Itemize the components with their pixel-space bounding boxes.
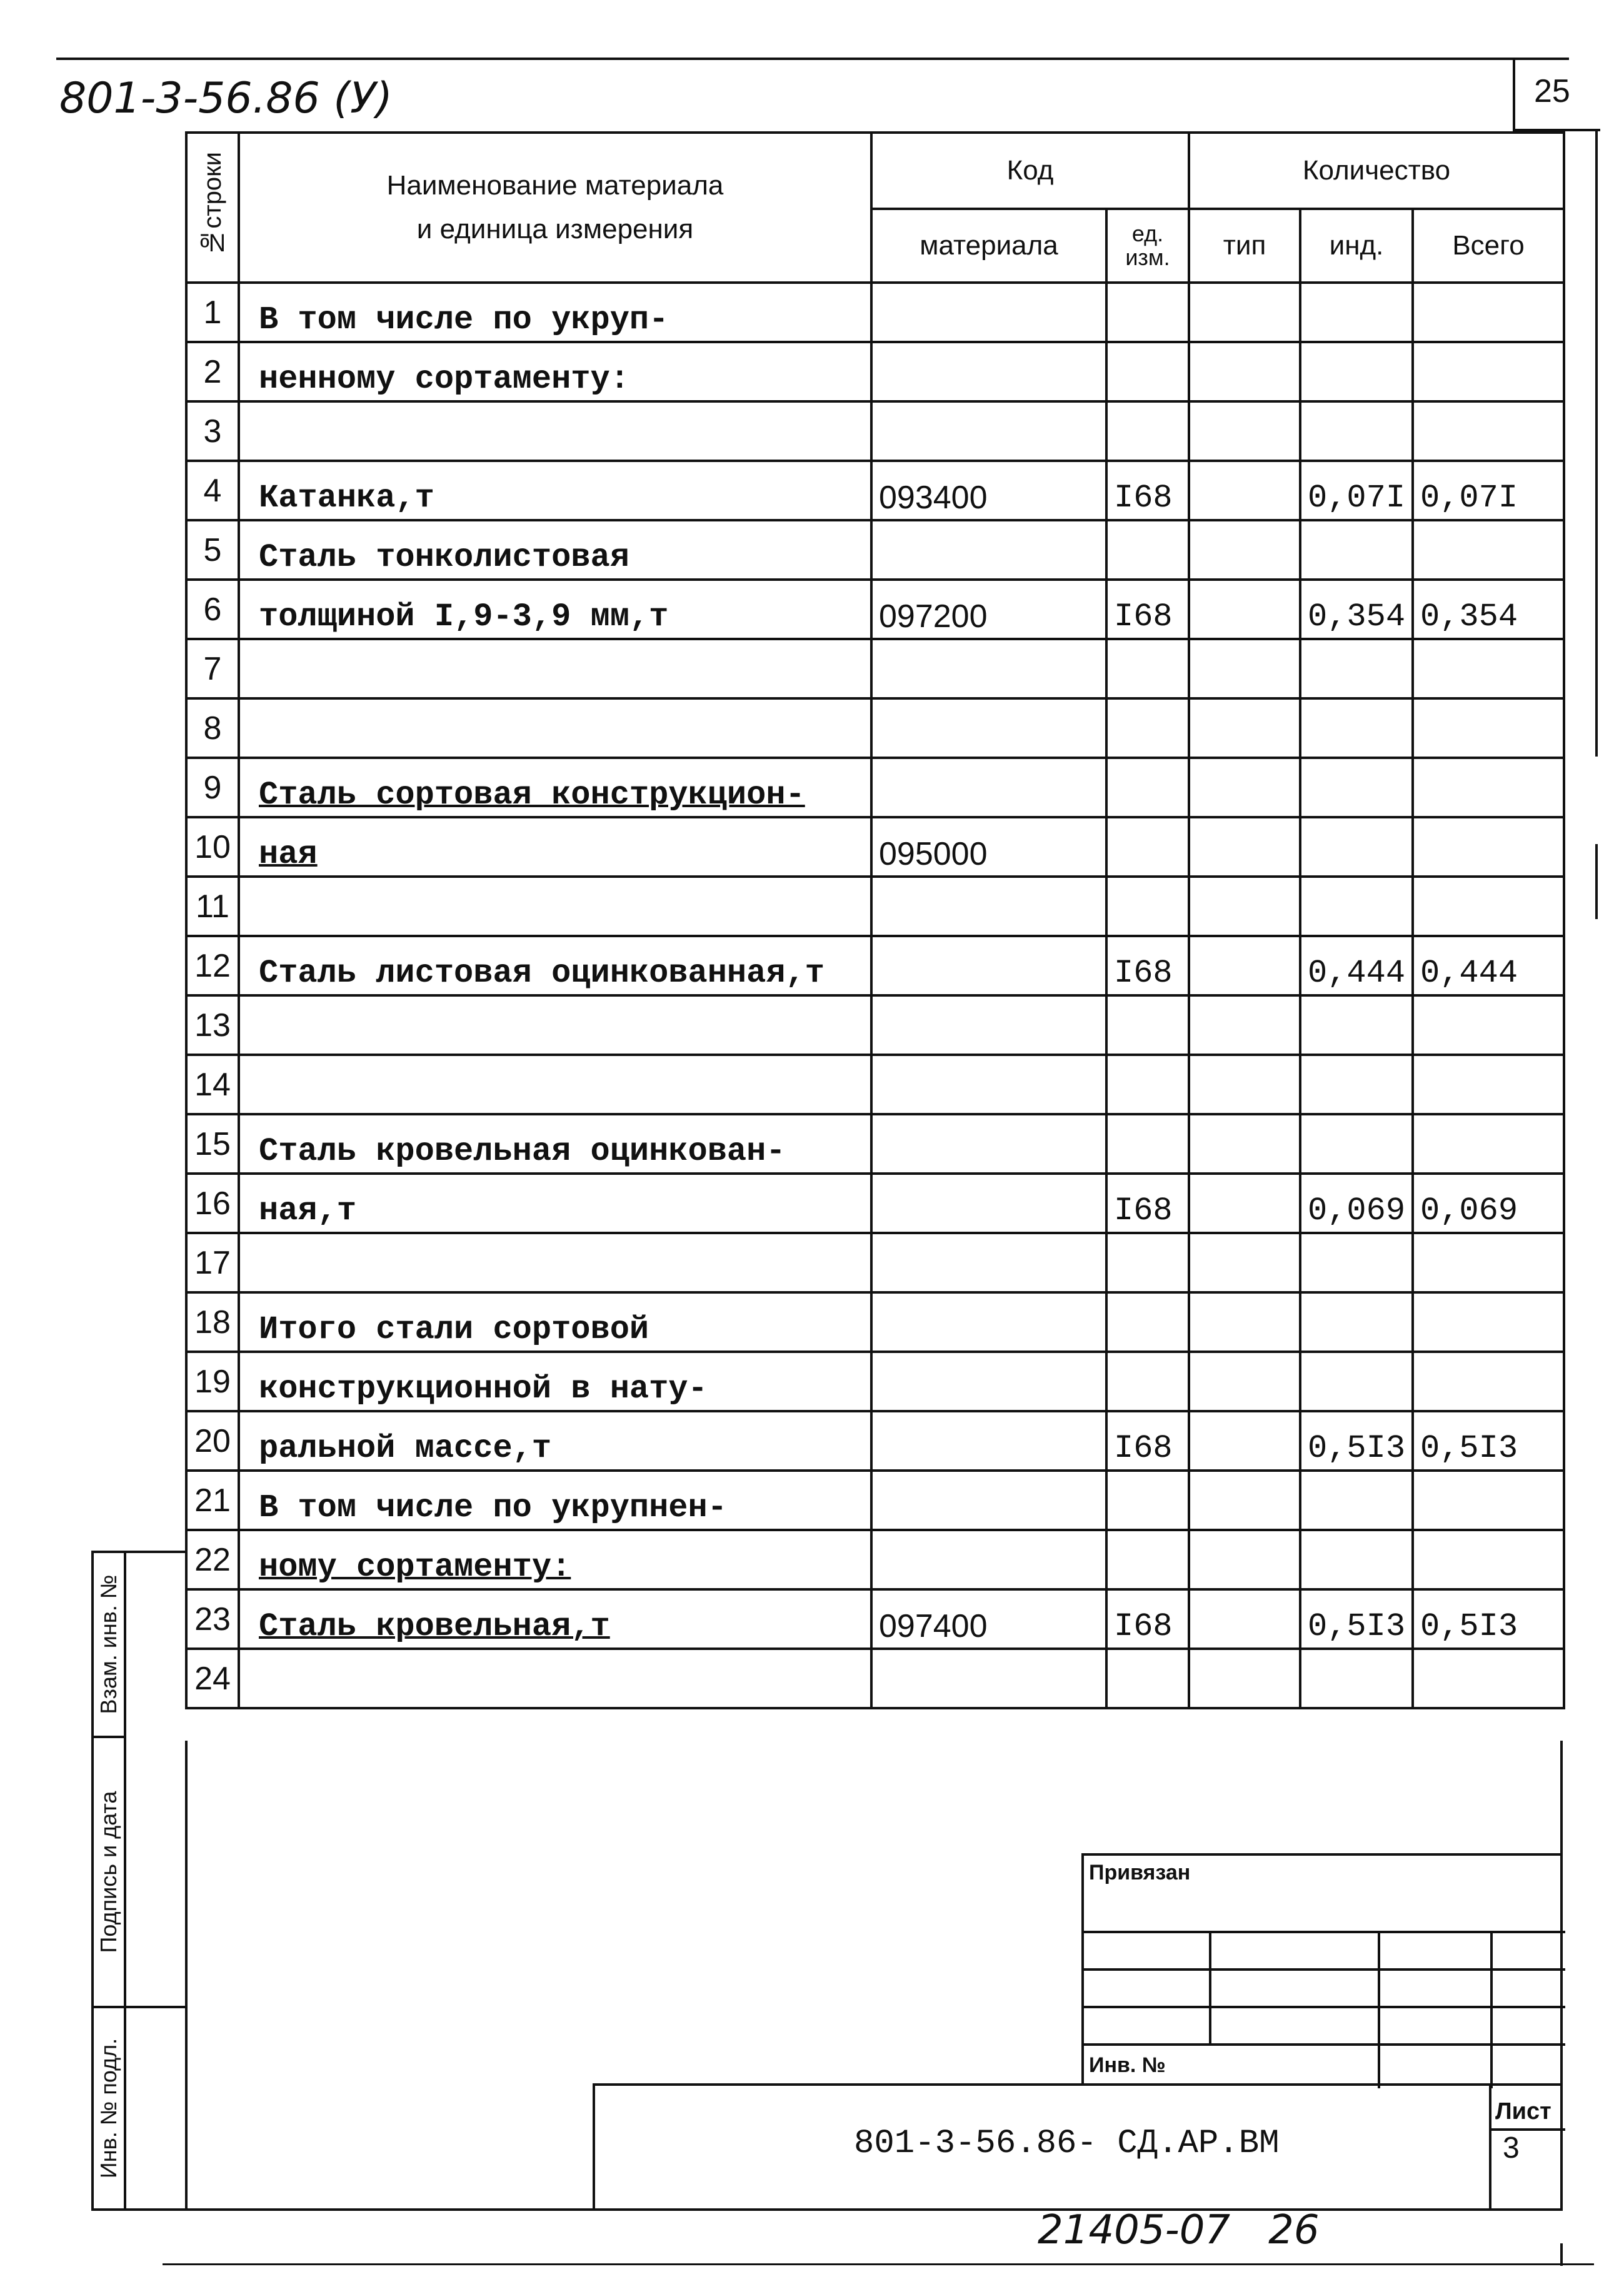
table-row — [186, 1174, 1564, 1233]
type-qty-cell — [1189, 1292, 1300, 1352]
ind-qty-cell — [1300, 639, 1413, 698]
unit-cell — [1106, 1055, 1189, 1114]
unit-cell — [1106, 995, 1189, 1055]
row-number-cell: 8 — [186, 698, 239, 758]
table-row — [186, 1292, 1564, 1352]
material-name-cell — [239, 877, 871, 936]
table-row — [186, 520, 1564, 580]
right-edge-rule — [1595, 131, 1598, 757]
material-code-cell — [871, 1411, 1106, 1471]
material-name-cell: конструкционной в нату- — [239, 1352, 871, 1411]
unit-cell: I68 — [1106, 1589, 1189, 1649]
type-qty-cell — [1189, 401, 1300, 461]
materials-table — [185, 131, 1565, 1709]
table-row — [186, 758, 1564, 817]
table-row — [186, 1411, 1564, 1471]
material-name-cell — [239, 1233, 871, 1292]
side-stamp-divider — [125, 1551, 188, 1553]
material-name-cell — [239, 639, 871, 698]
type-qty-cell — [1189, 1114, 1300, 1174]
side-stamp-vzam: Взам. инв. № — [91, 1551, 126, 1738]
material-name-cell — [239, 995, 871, 1055]
material-name-cell: В том числе по укруп- — [239, 283, 871, 342]
unit-cell — [1106, 520, 1189, 580]
ind-qty-cell: 0,069 — [1300, 1174, 1413, 1233]
row-number-cell: 6 — [186, 580, 239, 639]
type-qty-cell — [1189, 342, 1300, 401]
unit-cell — [1106, 639, 1189, 698]
code-group-header: Код — [871, 133, 1189, 209]
material-code-cell — [871, 1352, 1106, 1411]
table-row — [186, 1649, 1564, 1708]
row-number-cell: 5 — [186, 520, 239, 580]
unit-cell: I68 — [1106, 580, 1189, 639]
table-row — [186, 342, 1564, 401]
type-qty-cell — [1189, 995, 1300, 1055]
table-row — [186, 995, 1564, 1055]
material-code-header: материала — [871, 209, 1106, 283]
ind-qty-cell — [1300, 698, 1413, 758]
unit-cell — [1106, 758, 1189, 817]
top-rule — [56, 58, 1569, 60]
type-qty-cell — [1189, 639, 1300, 698]
ind-qty-cell — [1300, 1292, 1413, 1352]
frame-left-line — [185, 1741, 188, 2211]
material-name-cell: Сталь сортовая конструкцион- — [239, 758, 871, 817]
ind-qty-cell — [1300, 995, 1413, 1055]
material-name-cell: ному сортаменту: — [239, 1530, 871, 1589]
table-row — [186, 639, 1564, 698]
page-number-box — [1513, 58, 1600, 131]
ind-qty-cell: 0,07I — [1300, 461, 1413, 520]
material-code-cell — [871, 1174, 1106, 1233]
total-qty-cell — [1413, 995, 1564, 1055]
designation: 801-3-56.86- СД.АР.ВМ — [854, 2125, 1280, 2163]
material-name-cell — [239, 698, 871, 758]
total-qty-cell — [1413, 401, 1564, 461]
type-qty-cell — [1189, 1411, 1300, 1471]
attached-block — [1081, 1853, 1563, 2086]
row-number-header: №строки — [186, 133, 239, 283]
type-qty-cell — [1189, 698, 1300, 758]
material-code-cell — [871, 1055, 1106, 1114]
material-code-cell — [871, 936, 1106, 995]
table-row — [186, 1114, 1564, 1174]
material-name-cell: ненному сортаменту: — [239, 342, 871, 401]
type-qty-cell — [1189, 936, 1300, 995]
bottom-rule — [163, 2263, 1594, 2265]
table-row — [186, 1055, 1564, 1114]
row-number-cell: 7 — [186, 639, 239, 698]
ind-qty-cell — [1300, 1352, 1413, 1411]
unit-cell — [1106, 1530, 1189, 1589]
row-number-cell: 10 — [186, 817, 239, 877]
type-qty-cell — [1189, 1649, 1300, 1708]
material-code-cell — [871, 401, 1106, 461]
material-code-cell — [871, 1649, 1106, 1708]
material-code-cell — [871, 1471, 1106, 1530]
unit-cell: I68 — [1106, 461, 1189, 520]
unit-cell — [1106, 817, 1189, 877]
total-qty-cell — [1413, 1471, 1564, 1530]
row-number-cell: 15 — [186, 1114, 239, 1174]
material-name-cell: Сталь листовая оцинкованная,т — [239, 936, 871, 995]
total-qty-cell — [1413, 877, 1564, 936]
material-name-cell: Сталь кровельная оцинкован- — [239, 1114, 871, 1174]
material-name-cell: ная,т — [239, 1174, 871, 1233]
type-qty-cell — [1189, 283, 1300, 342]
row-number-cell: 19 — [186, 1352, 239, 1411]
footer-handwritten: 21405-07 26 — [1038, 2207, 1320, 2253]
type-qty-cell — [1189, 1174, 1300, 1233]
material-code-cell — [871, 877, 1106, 936]
sheet-label: Лист — [1495, 2098, 1551, 2125]
unit-header: ед. изм. — [1106, 209, 1189, 283]
table-row — [186, 580, 1564, 639]
material-code-cell — [871, 698, 1106, 758]
table-row — [186, 817, 1564, 877]
type-qty-cell — [1189, 1471, 1300, 1530]
ind-qty-cell — [1300, 283, 1413, 342]
unit-cell — [1106, 1352, 1189, 1411]
material-code-cell — [871, 639, 1106, 698]
ind-qty-cell — [1300, 758, 1413, 817]
ind-qty-cell — [1300, 1649, 1413, 1708]
ind-header: инд. — [1300, 209, 1413, 283]
row-number-cell: 12 — [186, 936, 239, 995]
row-number-cell: 3 — [186, 401, 239, 461]
total-qty-cell — [1413, 1352, 1564, 1411]
quantity-group-header: Количество — [1189, 133, 1564, 209]
table-row — [186, 1589, 1564, 1649]
row-number-cell: 20 — [186, 1411, 239, 1471]
ind-qty-cell — [1300, 401, 1413, 461]
total-qty-cell — [1413, 520, 1564, 580]
ind-qty-cell: 0,444 — [1300, 936, 1413, 995]
total-qty-cell: 0,444 — [1413, 936, 1564, 995]
type-qty-cell — [1189, 877, 1300, 936]
unit-cell: I68 — [1106, 936, 1189, 995]
material-name-cell: Сталь кровельная,т — [239, 1589, 871, 1649]
ind-qty-cell — [1300, 1114, 1413, 1174]
total-qty-cell — [1413, 342, 1564, 401]
material-code-cell: 097200 — [871, 580, 1106, 639]
material-code-cell — [871, 1114, 1106, 1174]
material-name-cell — [239, 401, 871, 461]
unit-cell — [1106, 342, 1189, 401]
row-number-cell: 18 — [186, 1292, 239, 1352]
unit-cell — [1106, 1292, 1189, 1352]
type-qty-cell — [1189, 461, 1300, 520]
type-qty-cell — [1189, 817, 1300, 877]
material-code-cell: 097400 — [871, 1589, 1106, 1649]
total-qty-cell — [1413, 817, 1564, 877]
material-code-cell — [871, 758, 1106, 817]
ind-qty-cell — [1300, 1233, 1413, 1292]
doc-code-handwritten: 801-3-56.86 (У) — [59, 74, 393, 123]
total-qty-cell: 0,354 — [1413, 580, 1564, 639]
ind-qty-cell — [1300, 877, 1413, 936]
ind-qty-cell — [1300, 342, 1413, 401]
table-row — [186, 698, 1564, 758]
total-qty-cell — [1413, 1055, 1564, 1114]
row-number-cell: 4 — [186, 461, 239, 520]
material-code-cell — [871, 520, 1106, 580]
name-header: Наименование материала и единица измерения — [239, 133, 871, 283]
total-qty-cell — [1413, 1114, 1564, 1174]
side-stamp-divider — [125, 2006, 188, 2008]
row-number-cell: 13 — [186, 995, 239, 1055]
ind-qty-cell — [1300, 1471, 1413, 1530]
row-number-cell: 21 — [186, 1471, 239, 1530]
total-qty-cell — [1413, 1649, 1564, 1708]
type-qty-cell — [1189, 580, 1300, 639]
unit-cell: I68 — [1106, 1174, 1189, 1233]
material-code-cell — [871, 342, 1106, 401]
table-row — [186, 401, 1564, 461]
total-qty-cell: 0,069 — [1413, 1174, 1564, 1233]
row-number-cell: 1 — [186, 283, 239, 342]
material-code-cell: 093400 — [871, 461, 1106, 520]
total-qty-cell — [1413, 283, 1564, 342]
material-code-cell — [871, 1292, 1106, 1352]
right-edge-rule — [1595, 844, 1598, 919]
total-qty-cell: 0,5I3 — [1413, 1589, 1564, 1649]
unit-cell — [1106, 401, 1189, 461]
row-number-cell: 2 — [186, 342, 239, 401]
side-stamp-inv-podl: Инв. № подл. — [91, 2006, 126, 2211]
row-number-cell: 16 — [186, 1174, 239, 1233]
ind-qty-cell: 0,354 — [1300, 580, 1413, 639]
ind-qty-cell — [1300, 1530, 1413, 1589]
sheet-number: 3 — [1503, 2131, 1520, 2165]
unit-cell — [1106, 1114, 1189, 1174]
material-code-cell: 095000 — [871, 817, 1106, 877]
ind-qty-cell: 0,5I3 — [1300, 1411, 1413, 1471]
type-header: тип — [1189, 209, 1300, 283]
row-number-cell: 11 — [186, 877, 239, 936]
inv-no-label: Инв. № — [1089, 2053, 1166, 2077]
row-number-cell: 24 — [186, 1649, 239, 1708]
total-qty-cell — [1413, 1292, 1564, 1352]
ind-qty-cell — [1300, 817, 1413, 877]
unit-cell — [1106, 283, 1189, 342]
row-number-cell: 17 — [186, 1233, 239, 1292]
table-row — [186, 877, 1564, 936]
material-name-cell: ная — [239, 817, 871, 877]
material-name-cell: ральной массе,т — [239, 1411, 871, 1471]
material-name-cell: Катанка,т — [239, 461, 871, 520]
row-number-cell: 22 — [186, 1530, 239, 1589]
side-stamp-signature: Подпись и дата — [91, 1736, 126, 2008]
total-qty-cell — [1413, 639, 1564, 698]
designation-block — [593, 2083, 1563, 2211]
material-name-cell — [239, 1055, 871, 1114]
material-code-cell — [871, 283, 1106, 342]
table-row — [186, 1352, 1564, 1411]
material-name-cell: Сталь тонколистовая — [239, 520, 871, 580]
type-qty-cell — [1189, 758, 1300, 817]
row-number-cell: 9 — [186, 758, 239, 817]
material-name-cell: толщиной I,9-3,9 мм,т — [239, 580, 871, 639]
total-qty-cell — [1413, 698, 1564, 758]
table-row — [186, 1530, 1564, 1589]
unit-cell — [1106, 1233, 1189, 1292]
total-qty-cell — [1413, 1530, 1564, 1589]
type-qty-cell — [1189, 1352, 1300, 1411]
ind-qty-cell — [1300, 520, 1413, 580]
table-row — [186, 936, 1564, 995]
table-row — [186, 461, 1564, 520]
attached-label: Привязан — [1089, 1861, 1191, 1884]
material-code-cell — [871, 1233, 1106, 1292]
material-name-cell: В том числе по укрупнен- — [239, 1471, 871, 1530]
row-number-cell: 23 — [186, 1589, 239, 1649]
bottom-tick — [1560, 2243, 1563, 2266]
total-qty-cell: 0,07I — [1413, 461, 1564, 520]
unit-cell — [1106, 1649, 1189, 1708]
total-header: Всего — [1413, 209, 1564, 283]
unit-cell — [1106, 877, 1189, 936]
ind-qty-cell — [1300, 1055, 1413, 1114]
type-qty-cell — [1189, 1233, 1300, 1292]
unit-cell — [1106, 698, 1189, 758]
total-qty-cell — [1413, 1233, 1564, 1292]
material-name-cell — [239, 1649, 871, 1708]
type-qty-cell — [1189, 520, 1300, 580]
material-code-cell — [871, 1530, 1106, 1589]
table-row — [186, 283, 1564, 342]
row-number-cell: 14 — [186, 1055, 239, 1114]
material-code-cell — [871, 995, 1106, 1055]
ind-qty-cell: 0,5I3 — [1300, 1589, 1413, 1649]
type-qty-cell — [1189, 1589, 1300, 1649]
material-name-cell: Итого стали сортовой — [239, 1292, 871, 1352]
type-qty-cell — [1189, 1055, 1300, 1114]
table-row — [186, 1233, 1564, 1292]
type-qty-cell — [1189, 1530, 1300, 1589]
page-number: 25 — [1534, 73, 1570, 109]
table-row — [186, 1471, 1564, 1530]
total-qty-cell: 0,5I3 — [1413, 1411, 1564, 1471]
unit-cell: I68 — [1106, 1411, 1189, 1471]
total-qty-cell — [1413, 758, 1564, 817]
unit-cell — [1106, 1471, 1189, 1530]
